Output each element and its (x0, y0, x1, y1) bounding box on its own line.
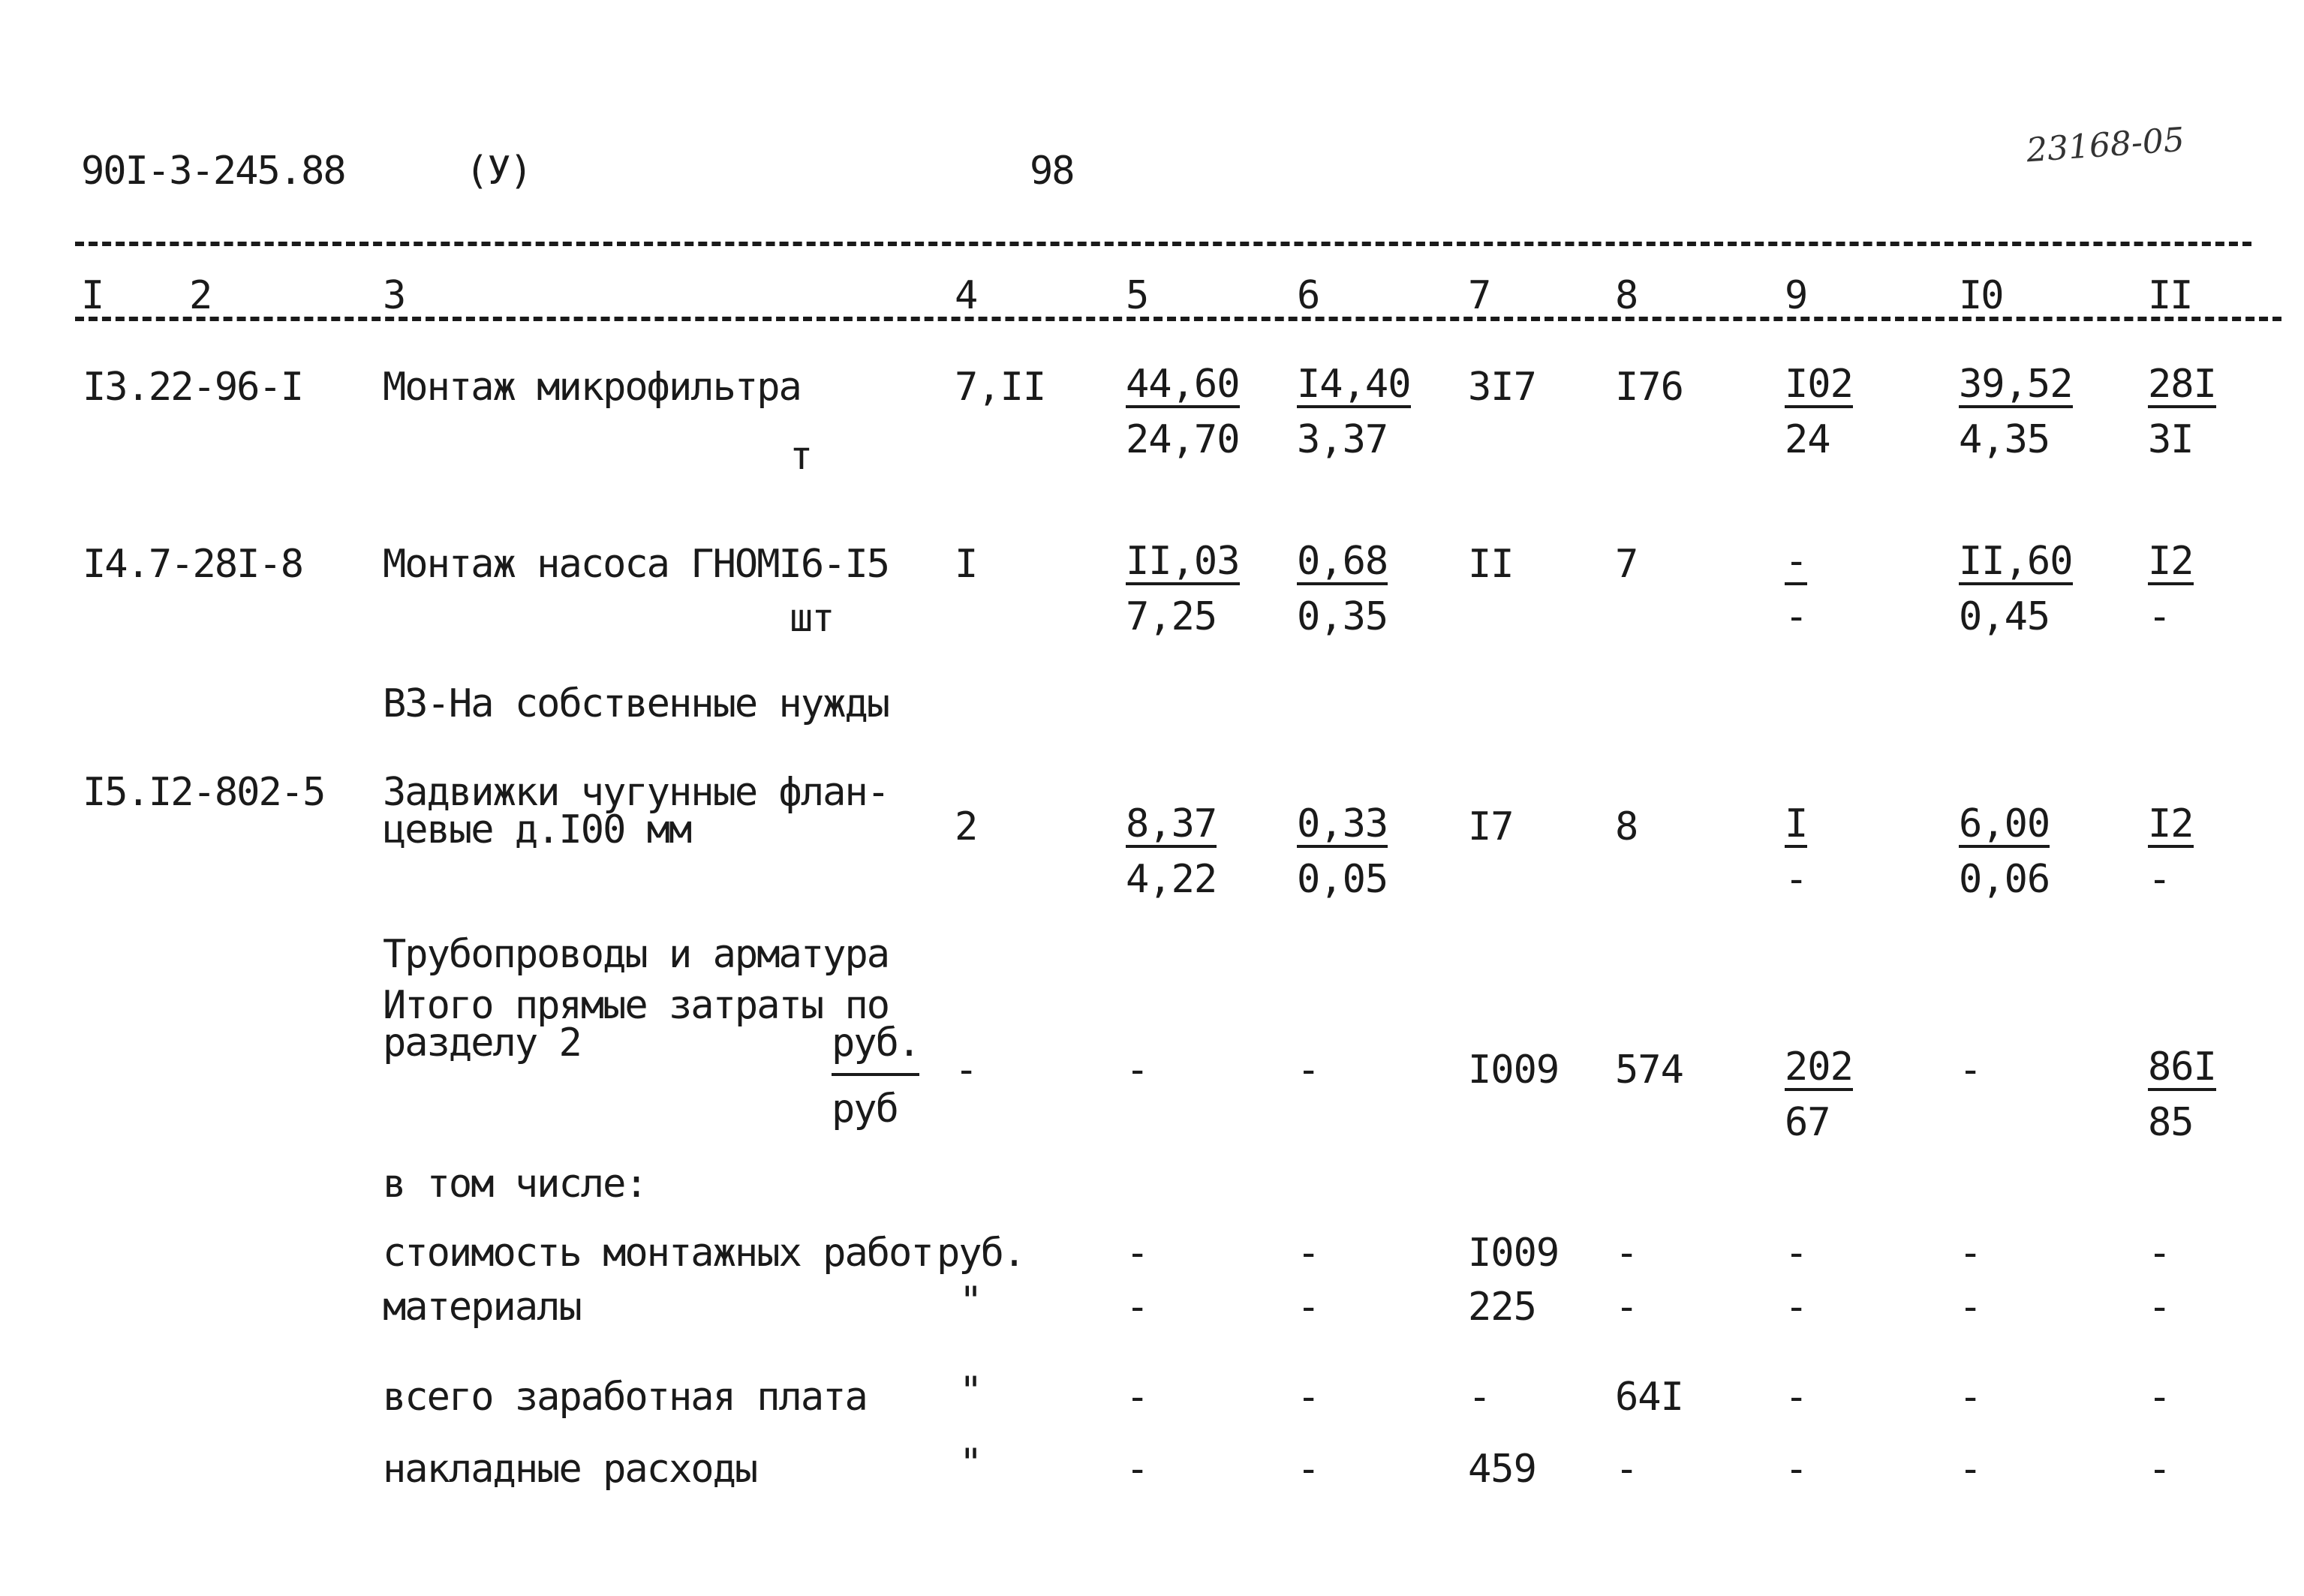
col5-value: - (1126, 1285, 1149, 1330)
col5-value: - (1126, 1375, 1149, 1420)
column-header: 6 (1297, 273, 1319, 318)
breakdown-label: всего заработная плата (383, 1375, 867, 1420)
column-header: 2 (189, 273, 212, 318)
col9-value: - (1785, 1375, 1808, 1420)
column-header: I (81, 273, 104, 318)
col5-fraction: 44,60 24,70 (1126, 362, 1240, 462)
breakdown-unit: " (959, 1441, 982, 1486)
column-header: II (2148, 273, 2192, 318)
total-label-line1: Итого прямые затраты по (383, 983, 889, 1028)
col8-value: I76 (1615, 365, 1683, 410)
col9-value: - (1785, 1285, 1808, 1330)
total-col11-fraction: 86I 85 (2148, 1044, 2216, 1145)
col6-value: - (1297, 1231, 1320, 1276)
including-label: в том числе: (383, 1162, 647, 1207)
total-col6: - (1297, 1047, 1320, 1093)
row-name: Монтаж насоса ГНОМI6-I5 (383, 542, 889, 587)
col10-value: - (1959, 1285, 1982, 1330)
row-unit: шт (790, 596, 834, 641)
row-unit: т (790, 434, 812, 479)
col11-value: - (2148, 1231, 2171, 1276)
col8-value: 64I (1615, 1375, 1683, 1420)
breakdown-unit: " (959, 1279, 982, 1324)
handwritten-number: 23168-05 (2025, 120, 2186, 170)
col8-value: - (1615, 1231, 1638, 1276)
breakdown-label: накладные расходы (383, 1447, 757, 1492)
column-header: 7 (1468, 273, 1490, 318)
col7-value: 225 (1468, 1285, 1536, 1330)
breakdown-unit: руб. (937, 1231, 1025, 1276)
total-col8: 574 (1615, 1047, 1683, 1093)
col11-fraction: 28I 3I (2148, 362, 2216, 462)
row-quantity: 7,II (955, 365, 1046, 410)
column-header: 8 (1615, 273, 1638, 318)
col6-fraction: 0,68 0,35 (1297, 539, 1388, 639)
total-unit-top: руб. (832, 1023, 919, 1076)
total-col7: I009 (1468, 1047, 1560, 1093)
row-name: Монтаж микрофильтра (383, 365, 801, 410)
col9-value: - (1785, 1447, 1808, 1492)
column-header: 3 (383, 273, 405, 318)
total-unit-bottom: руб (832, 1087, 898, 1132)
col5-fraction: II,03 7,25 (1126, 539, 1240, 639)
col10-value: - (1959, 1447, 1982, 1492)
col5-fraction: 8,37 4,22 (1126, 801, 1217, 902)
col11-value: - (2148, 1447, 2171, 1492)
total-col10: - (1959, 1047, 1982, 1093)
col9-value: - (1785, 1231, 1808, 1276)
col5-value: - (1126, 1447, 1149, 1492)
row-quantity: I (955, 542, 978, 587)
breakdown-label: материалы (383, 1285, 581, 1330)
document-code: 90I-3-245.88 (81, 149, 345, 194)
col9-fraction: I - (1785, 801, 1808, 902)
col10-fraction: 39,52 4,35 (1959, 362, 2073, 462)
col7-value: II (1468, 542, 1514, 587)
breakdown-unit: " (959, 1369, 982, 1414)
document-mark: (У) (465, 149, 531, 194)
col9-fraction: - - (1785, 539, 1808, 639)
col11-fraction: I2 - (2148, 801, 2194, 902)
total-col4: - (955, 1047, 978, 1093)
col6-value: - (1297, 1285, 1320, 1330)
section-heading: Трубопроводы и арматура (383, 932, 889, 977)
column-header-underline (75, 317, 2281, 321)
page-number: 98 (1030, 149, 1074, 194)
col8-value: - (1615, 1447, 1638, 1492)
total-col5: - (1126, 1047, 1149, 1093)
col7-value: I009 (1468, 1231, 1560, 1276)
col11-value: - (2148, 1285, 2171, 1330)
col6-fraction: I4,40 3,37 (1297, 362, 1411, 462)
col11-value: - (2148, 1375, 2171, 1420)
col8-value: 7 (1615, 542, 1638, 587)
column-header: 9 (1785, 273, 1807, 318)
col6-value: - (1297, 1447, 1320, 1492)
total-label-line2: разделу 2 (383, 1020, 581, 1066)
col11-fraction: I2 - (2148, 539, 2194, 639)
breakdown-label: стоимость монтажных работ (383, 1231, 933, 1276)
row-code: I4.7-28I-8 (83, 542, 303, 587)
row-name-line2: цевые д.I00 мм (383, 807, 691, 852)
col7-value: 459 (1468, 1447, 1536, 1492)
total-col9-fraction: 202 67 (1785, 1044, 1853, 1145)
section-heading: В3-На собственные нужды (383, 681, 889, 726)
col8-value: 8 (1615, 804, 1638, 849)
column-header: I0 (1959, 273, 2003, 318)
col10-value: - (1959, 1231, 1982, 1276)
col5-value: - (1126, 1231, 1149, 1276)
col10-fraction: II,60 0,45 (1959, 539, 2073, 639)
col10-fraction: 6,00 0,06 (1959, 801, 2050, 902)
column-header: 4 (955, 273, 977, 318)
col9-fraction: I02 24 (1785, 362, 1853, 462)
row-name-line1: Задвижки чугунные флан- (383, 770, 889, 815)
column-header: 5 (1126, 273, 1148, 318)
col6-value: - (1297, 1375, 1320, 1420)
row-code: I5.I2-802-5 (83, 770, 325, 815)
col7-value: - (1468, 1375, 1491, 1420)
col7-value: 3I7 (1468, 365, 1536, 410)
col7-value: I7 (1468, 804, 1514, 849)
col10-value: - (1959, 1375, 1982, 1420)
header-divider (75, 242, 2251, 246)
row-quantity: 2 (955, 804, 978, 849)
col8-value: - (1615, 1285, 1638, 1330)
col6-fraction: 0,33 0,05 (1297, 801, 1388, 902)
row-code: I3.22-96-I (83, 365, 303, 410)
